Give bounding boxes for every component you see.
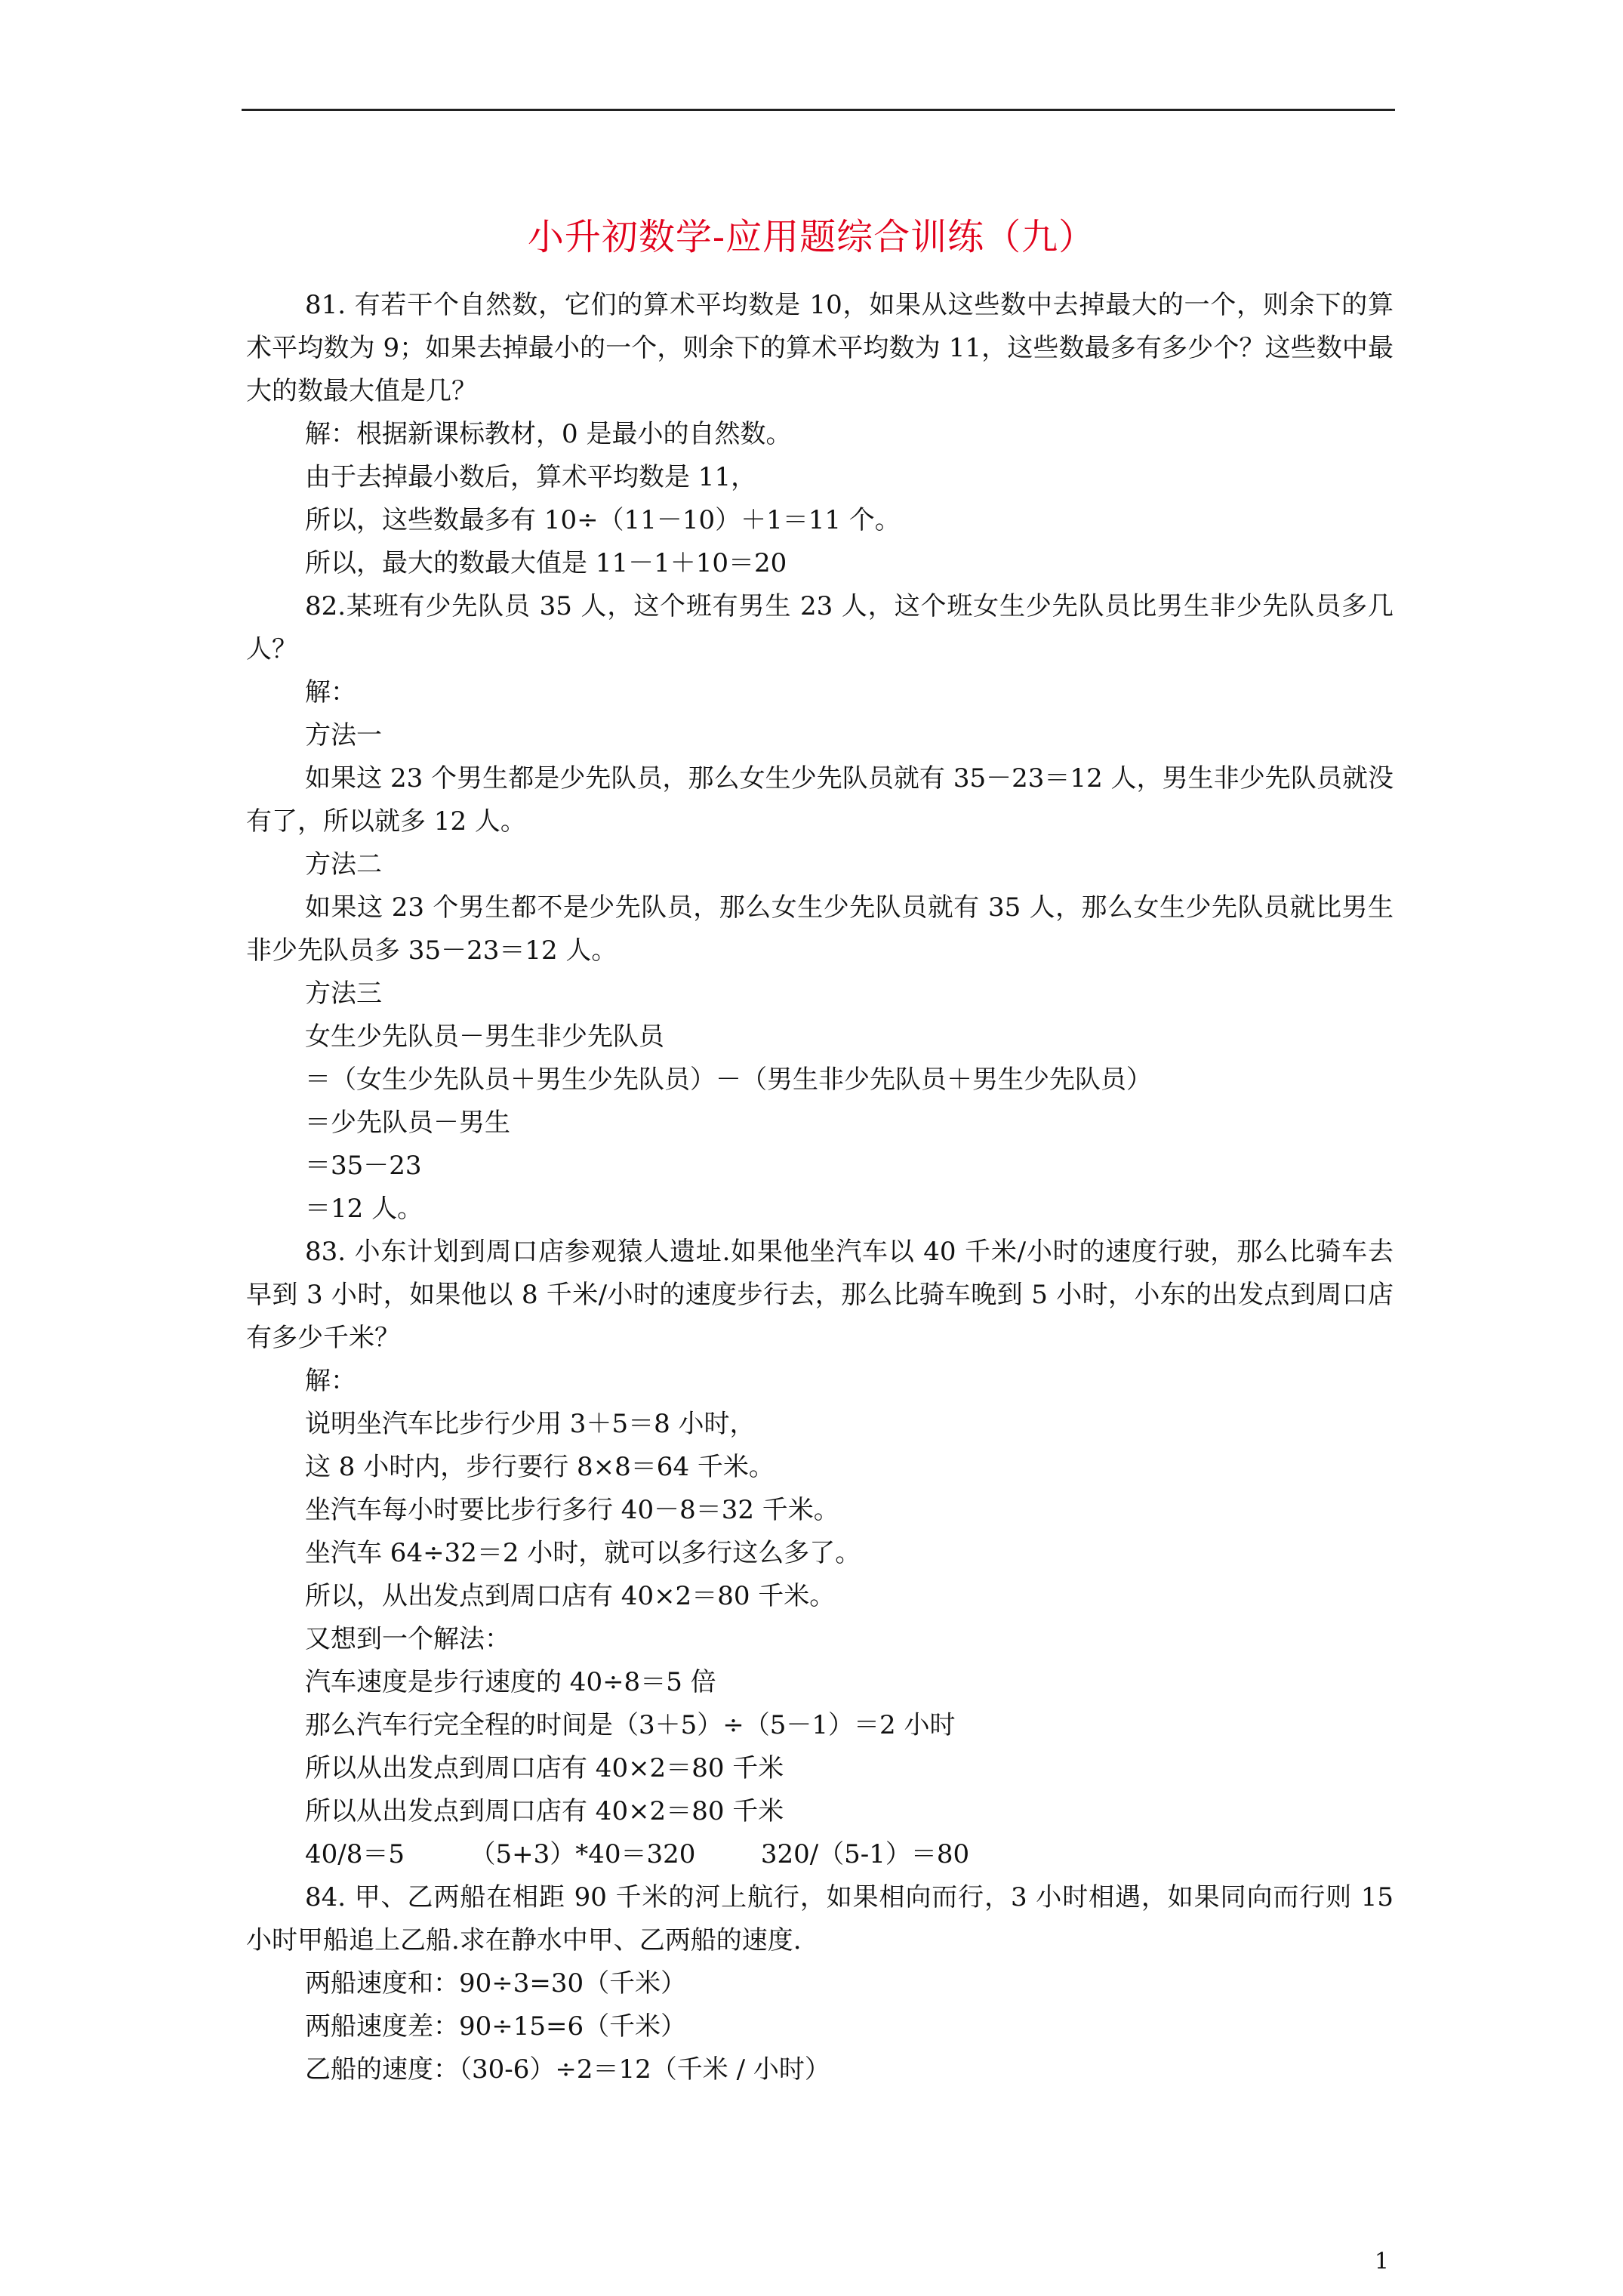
header-rule bbox=[242, 109, 1395, 111]
paragraph: 如果这 23 个男生都不是少先队员，那么女生少先队员就有 35 人，那么女生少先队员就比男生非少先队员多 35－23＝12 人。 bbox=[246, 892, 1394, 966]
paragraph: 两船速度差：90÷15=6（千米） bbox=[305, 2011, 687, 2042]
paragraph: 汽车速度是步行速度的 40÷8＝5 倍 bbox=[305, 1667, 716, 1697]
paragraph: 解： bbox=[305, 1366, 356, 1396]
paragraph: 方法二 bbox=[305, 849, 382, 880]
paragraph: 坐汽车 64÷32＝2 小时，就可以多行这么多了。 bbox=[305, 1538, 861, 1568]
paragraph: 方法三 bbox=[305, 978, 382, 1009]
paragraph: 由于去掉最小数后，算术平均数是 11， bbox=[305, 462, 757, 492]
paragraph: 女生少先队员－男生非少先队员 bbox=[305, 1022, 664, 1052]
paragraph: ＝（女生少先队员＋男生少先队员）－（男生非少先队员＋男生少先队员） bbox=[305, 1065, 1152, 1095]
paragraph: ＝35－23 bbox=[305, 1151, 422, 1181]
paragraph: 82.某班有少先队员 35 人，这个班有男生 23 人，这个班女生少先队员比男生非少先队员多几人？ bbox=[246, 591, 1394, 664]
paragraph: 83. 小东计划到周口店参观猿人遗址.如果他坐汽车以 40 千米/小时的速度行驶，那么比骑车去早到 3 小时，如果他以 8 千米/小时的速度步行去，那么比骑车晚到 5 小时，小东的出发点到周口店有多少千米？ bbox=[246, 1237, 1394, 1353]
paragraph: 这 8 小时内，步行要行 8×8＝64 千米。 bbox=[305, 1452, 775, 1482]
paragraph: ＝少先队员－男生 bbox=[305, 1108, 510, 1138]
document-body bbox=[246, 284, 1402, 2091]
paragraph: 如果这 23 个男生都是少先队员，那么女生少先队员就有 35－23＝12 人，男生非少先队员就没有了，所以就多 12 人。 bbox=[246, 763, 1394, 837]
paragraph: 所以从出发点到周口店有 40×2＝80 千米 bbox=[305, 1796, 784, 1826]
paragraph: 81. 有若干个自然数，它们的算术平均数是 10，如果从这些数中去掉最大的一个，则余下的算术平均数为 9；如果去掉最小的一个，则余下的算术平均数为 11，这些数最多有多少个？这些数中最大的数最大值是几？ bbox=[246, 290, 1394, 406]
paragraph: 40/8＝5 （5+3）*40＝320 320/（5-1）＝80 bbox=[305, 1839, 970, 1869]
paragraph: 所以，最大的数最大值是 11－1＋10＝20 bbox=[305, 548, 787, 578]
paragraph: 解：根据新课标教材，0 是最小的自然数。 bbox=[305, 419, 792, 449]
paragraph: 84. 甲、乙两船在相距 90 千米的河上航行，如果相向而行，3 小时相遇，如果同向而行则 15 小时甲船追上乙船.求在静水中甲、乙两船的速度. bbox=[246, 1882, 1402, 1955]
document-title: 小升初数学-应用题综合训练（九） bbox=[527, 216, 1096, 258]
paragraph: 所以，从出发点到周口店有 40×2＝80 千米。 bbox=[305, 1581, 836, 1611]
paragraph: 又想到一个解法： bbox=[305, 1624, 510, 1654]
paragraph: 解： bbox=[305, 677, 356, 707]
paragraph: ＝12 人。 bbox=[305, 1194, 423, 1224]
paragraph: 所以从出发点到周口店有 40×2＝80 千米 bbox=[305, 1753, 784, 1783]
paragraph: 乙船的速度：（30-6）÷2＝12（千米 / 小时） bbox=[305, 2054, 830, 2085]
paragraph: 说明坐汽车比步行少用 3＋5＝8 小时， bbox=[305, 1409, 756, 1439]
paragraph: 所以，这些数最多有 10÷（11－10）＋1＝11 个。 bbox=[305, 505, 901, 535]
paragraph: 那么汽车行完全程的时间是（3＋5）÷（5－1）＝2 小时 bbox=[305, 1710, 956, 1740]
paragraph: 方法一 bbox=[305, 720, 382, 750]
paragraph: 坐汽车每小时要比步行多行 40－8＝32 千米。 bbox=[305, 1495, 839, 1525]
paragraph: 两船速度和：90÷3=30（千米） bbox=[305, 1968, 687, 1999]
page-number: 1 bbox=[1374, 2248, 1389, 2275]
